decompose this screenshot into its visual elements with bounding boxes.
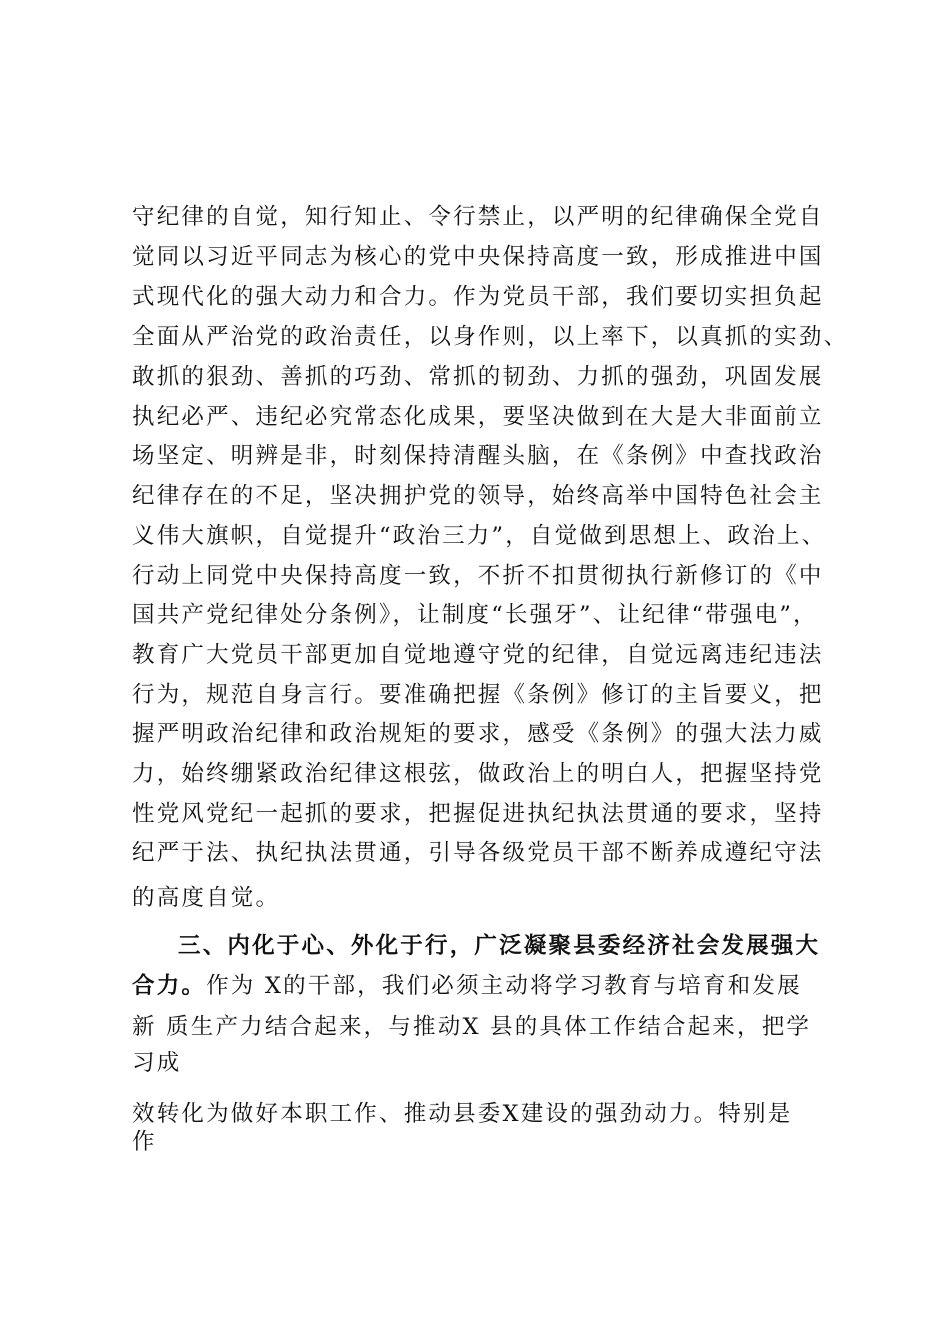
body-line-8: 纪律存在的不足，坚决拥护党的领导，始终高举中国特色社会主: [132, 483, 824, 509]
body-line-3: 式现代化的强大动力和合力。作为党员干部，我们要切实担负起: [132, 284, 824, 310]
body-line-transform: 效转化为做好本职工作、推动县委X建设的强劲动力。特别是: [132, 1101, 793, 1127]
body-line-12: 教育广大党员干部更加自觉地遵守党的纪律，自觉远离违纪违法: [132, 642, 824, 668]
body-line-15: 力，始终绷紧政治纪律这根弦，做政治上的明白人，把握坚持党: [132, 761, 824, 787]
body-line-zuo: 作: [132, 1129, 157, 1155]
body-line-11: 国共产党纪律处分条例》，让制度“长强牙”、让纪律“带强电”，: [132, 602, 818, 628]
body-line-new-productivity: 新 质生产力结合起来，与推动X 县的具体工作结合起来，把学: [132, 1014, 812, 1040]
body-line-xicheng: 习成: [132, 1050, 182, 1076]
body-line-1: 守纪律的自觉，知行知止、令行禁止，以严明的纪律确保全党自: [132, 204, 824, 230]
body-line-10: 行动上同党中央保持高度一致，不折不扣贯彻执行新修订的《中: [132, 563, 824, 589]
paragraph-end-line: 的高度自觉。: [132, 885, 281, 911]
body-line-17: 纪严于法、执纪执法贯通，引导各级党员干部不断养成遵纪守法: [132, 840, 824, 866]
body-line-13: 行为，规范自身言行。要准确把握《条例》修订的主旨要义，把: [132, 682, 824, 708]
heading-continuation-line: [132, 971, 802, 1001]
body-line-5: 敢抓的狠劲、善抓的巧劲、常抓的韧劲、力抓的强劲，巩固发展: [132, 364, 824, 390]
section-heading: 三、内化于心、外化于行，广泛凝聚县委经济社会发展强大: [178, 933, 821, 959]
section-heading-tail: 合力。: [132, 973, 207, 999]
body-line-9: 义伟大旗帜，自觉提升“政治三力”，自觉做到思想上、政治上、: [132, 523, 827, 549]
body-line-16: 性党风党纪一起抓的要求，把握促进执纪执法贯通的要求，坚持: [132, 801, 824, 827]
body-line-7: 场坚定、明辨是非，时刻保持清醒头脑，在《条例》中查找政治: [132, 443, 824, 469]
body-line-4: 全面从严治党的政治责任，以身作则，以上率下，以真抓的实劲、: [132, 324, 849, 350]
section-body-text: 作为 X的干部，我们必须主动将学习教育与培育和发展: [206, 973, 802, 999]
body-line-2: 觉同以习近平同志为核心的党中央保持高度一致，形成推进中国: [132, 244, 824, 270]
body-line-14: 握严明政治纪律和政治规矩的要求，感受《条例》的强大法力威: [132, 721, 824, 747]
body-line-6: 执纪必严、违纪必究常态化成果，要坚决做到在大是大非面前立: [132, 404, 824, 430]
